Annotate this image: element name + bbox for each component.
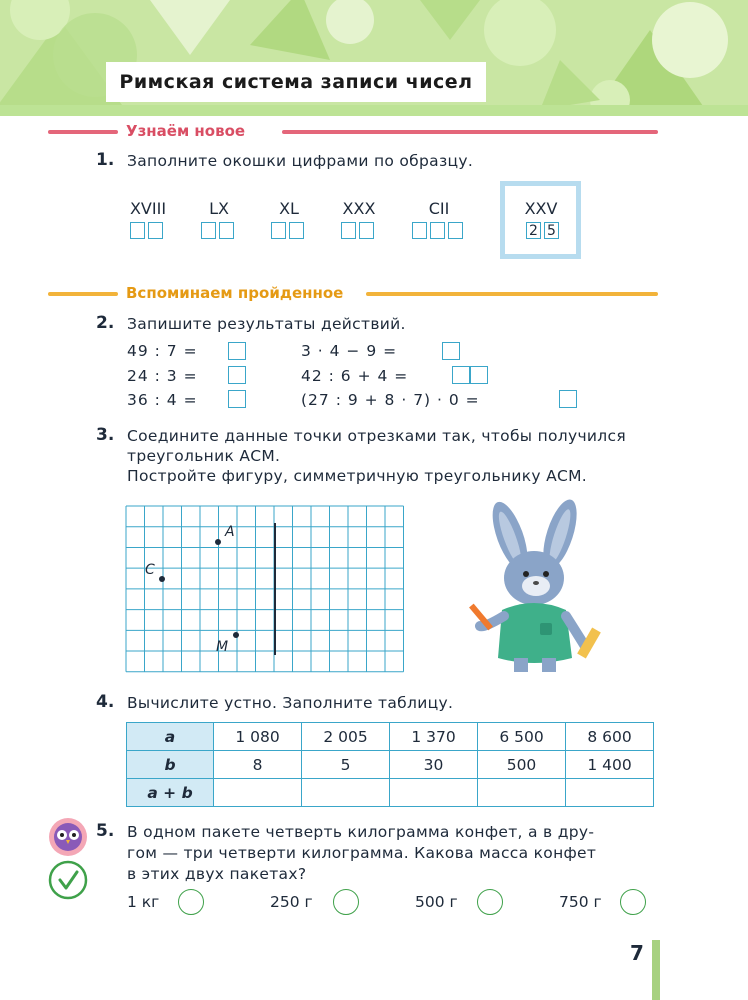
table-cell: 1 080 <box>214 723 302 751</box>
section-line-left <box>48 130 118 134</box>
owl-icon <box>48 817 88 857</box>
task2-expression: (27 : 9 + 8 · 7) · 0 = <box>301 391 480 409</box>
section-line-right <box>282 130 658 134</box>
task2-expression: 3 · 4 − 9 = <box>301 342 398 360</box>
point-a-label: A <box>225 524 235 540</box>
task5-option-circle[interactable] <box>620 889 646 915</box>
table-row <box>127 723 654 751</box>
point-c-dot <box>159 576 165 582</box>
task1-cell[interactable] <box>448 222 463 239</box>
task4-text: Вычислите устно. Заполните таблицу. <box>127 694 454 712</box>
point-c-label: C <box>145 562 155 578</box>
table-row <box>127 779 654 807</box>
point-a-dot <box>215 539 221 545</box>
task2-answer-box[interactable] <box>228 342 246 360</box>
table-cell: 500 <box>478 751 566 779</box>
table-answer-cell[interactable] <box>390 779 478 807</box>
task1-cell[interactable] <box>359 222 374 239</box>
task5-text-line2: гом — три четверти килограмма. Какова масса конфет <box>127 844 597 862</box>
task1-cell[interactable] <box>430 222 445 239</box>
page-edge-bar <box>652 940 660 1000</box>
task5-text-line3: в этих двух пакетах? <box>127 865 307 883</box>
task2-expression: 49 : 7 = <box>127 342 198 360</box>
task2-expression: 42 : 6 + 4 = <box>301 367 409 385</box>
task3-text-line1: Соедините данные точки отрезками так, чтобы получился <box>127 427 626 445</box>
task3-text-line3: Постройте фигуру, симметричную треугольнику АСМ. <box>127 467 588 485</box>
point-m-dot <box>233 632 239 638</box>
table-cell: 8 600 <box>566 723 654 751</box>
section-line-left <box>48 292 118 296</box>
task1-roman: XVIII <box>129 199 167 218</box>
task2-text: Запишите результаты действий. <box>127 315 406 333</box>
task1-cell[interactable] <box>219 222 234 239</box>
table-answer-cell[interactable] <box>214 779 302 807</box>
table-cell: 8 <box>214 751 302 779</box>
task2-answer-box[interactable] <box>442 342 460 360</box>
task1-cell[interactable] <box>412 222 427 239</box>
task1-cell[interactable] <box>130 222 145 239</box>
task1-sample-digit: 5 <box>544 222 559 239</box>
table-row <box>127 751 654 779</box>
task1-roman: XXX <box>342 199 376 218</box>
task2-answer-box[interactable] <box>470 366 488 384</box>
task2-answer-box[interactable] <box>452 366 470 384</box>
task1-roman: LX <box>209 199 229 218</box>
task1-number: 1. <box>96 150 115 170</box>
section-label-learn-new: Узнаём новое <box>126 122 246 140</box>
task2-number: 2. <box>96 313 115 333</box>
task3-grid[interactable] <box>125 505 407 675</box>
task5-option-label: 750 г <box>559 893 602 911</box>
point-m-label: M <box>216 639 229 655</box>
section-label-review: Вспоминаем пройденное <box>126 284 344 302</box>
table-answer-cell[interactable] <box>478 779 566 807</box>
section-line-right <box>366 292 658 296</box>
table-cell: 2 005 <box>302 723 390 751</box>
task1-sample-roman: XXV <box>524 199 558 218</box>
task2-answer-box[interactable] <box>559 390 577 408</box>
table-cell: 1 400 <box>566 751 654 779</box>
task1-sample-digit: 2 <box>526 222 541 239</box>
task3-number: 3. <box>96 425 115 445</box>
table-cell: 30 <box>390 751 478 779</box>
page-title: Римская система записи чисел <box>106 62 486 102</box>
task5-option-label: 500 г <box>415 893 458 911</box>
table-cell: 1 370 <box>390 723 478 751</box>
page-number: 7 <box>630 941 644 965</box>
table-cell: 6 500 <box>478 723 566 751</box>
task2-answer-box[interactable] <box>228 390 246 408</box>
task1-cell[interactable] <box>289 222 304 239</box>
table-answer-cell[interactable] <box>566 779 654 807</box>
task5-option-label: 250 г <box>270 893 313 911</box>
task4-number: 4. <box>96 692 115 712</box>
row-label-b: b <box>127 751 214 779</box>
task3-text-line2: треугольник АСМ. <box>127 447 281 465</box>
task4-table <box>126 722 654 807</box>
table-answer-cell[interactable] <box>302 779 390 807</box>
task1-cell[interactable] <box>201 222 216 239</box>
task5-option-circle[interactable] <box>333 889 359 915</box>
task5-text-line1: В одном пакете четверть килограмма конфет, а в дру- <box>127 823 595 841</box>
task1-roman: XL <box>279 199 299 218</box>
task1-cell[interactable] <box>341 222 356 239</box>
task5-number: 5. <box>96 821 115 841</box>
task5-option-label: 1 кг <box>127 893 160 911</box>
row-label-sum: a + b <box>127 779 214 807</box>
table-cell: 5 <box>302 751 390 779</box>
task5-option-circle[interactable] <box>477 889 503 915</box>
task1-text: Заполните окошки цифрами по образцу. <box>127 152 474 170</box>
task1-roman: CII <box>428 199 450 218</box>
row-label-a: a <box>127 723 214 751</box>
task1-sample-box <box>500 181 581 259</box>
bunny-illustration <box>462 498 612 678</box>
task2-expression: 36 : 4 = <box>127 391 198 409</box>
task5-option-circle[interactable] <box>178 889 204 915</box>
task1-cell[interactable] <box>148 222 163 239</box>
checkmark-icon <box>48 860 88 900</box>
task2-answer-box[interactable] <box>228 366 246 384</box>
task2-expression: 24 : 3 = <box>127 367 198 385</box>
task1-cell[interactable] <box>271 222 286 239</box>
